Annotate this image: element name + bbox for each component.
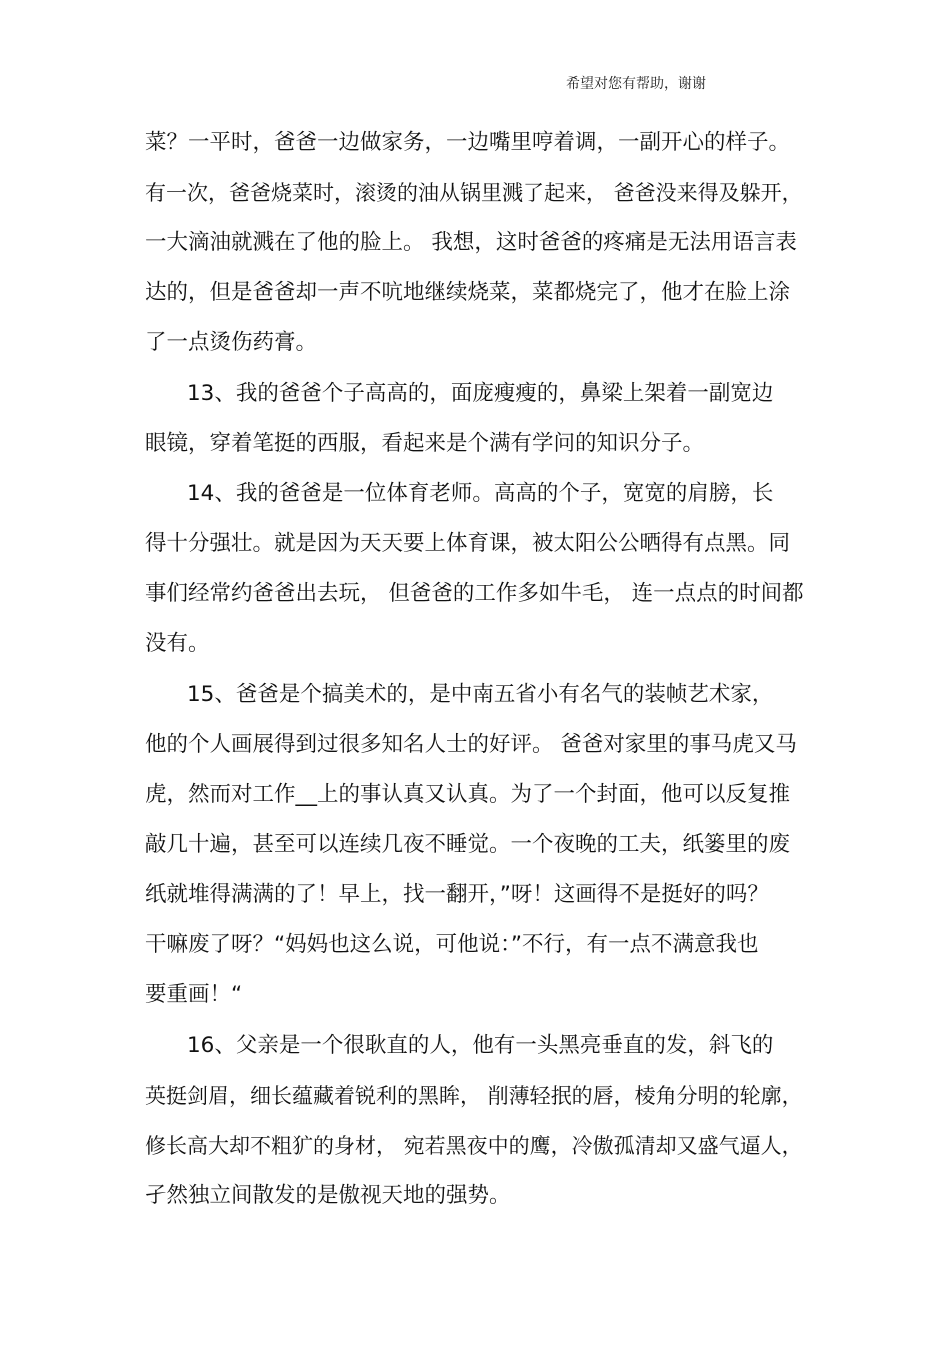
paragraph-14-line-4: 没有。	[145, 631, 210, 656]
paragraph-15-line-4: 敲几十遍，甚至可以连续几夜不睡觉。一个夜晚的工夫，纸篓里的废	[145, 832, 791, 857]
paragraph-16-line-4: 孑然独立间散发的是傲视天地的强势。	[145, 1183, 511, 1208]
text-line-4: 达的，但是爸爸却一声不吭地继续烧菜，菜都烧完了，他才在脸上涂	[145, 280, 791, 305]
paragraph-16-line-2: 英挺剑眉，细长蕴藏着锐利的黑眸， 削薄轻抿的唇，棱角分明的轮廓，	[145, 1084, 803, 1108]
paragraph-15-line-7: 要重画！“	[145, 982, 243, 1007]
paragraph-13-line-2: 眼镜，穿着笔挺的西服，看起来是个满有学问的知识分子。	[145, 431, 705, 456]
text-line-5: 了一点烫伤药膏。	[145, 330, 318, 355]
text-line-1: 菜？一平时，爸爸一边做家务，一边嘴里哼着调，一副开心的样子。	[145, 130, 791, 155]
paragraph-16-line-3: 修长高大却不粗犷的身材， 宛若黑夜中的鹰，冷傲孤清却又盛气逼人，	[145, 1134, 803, 1158]
text-line-2: 有一次，爸爸烧菜时，滚烫的油从锅里溅了起来， 爸爸没来得及躲开，	[145, 181, 803, 205]
paragraph-15-line-5: 纸就堆得满满的了！早上，找一翻开，”呀！这画得不是挺好的吗？	[145, 882, 769, 907]
paragraph-14-line-1: 14、我的爸爸是一位体育老师。高高的个子，宽宽的肩膀，长	[187, 481, 774, 506]
paragraph-15-line-2: 他的个人画展得到过很多知名人士的好评。 爸爸对家里的事马虎又马	[145, 732, 797, 757]
paragraph-13-line-1: 13、我的爸爸个子高高的，面庞瘦瘦的，鼻梁上架着一副宽边	[187, 381, 774, 406]
text-line-3: 一大滴油就溅在了他的脸上。 我想，这时爸爸的疼痛是无法用语言表	[145, 230, 797, 255]
paragraph-15-line-3: 虎，然而对工作__上的事认真又认真。为了一个封面，他可以反复推	[145, 782, 791, 807]
paragraph-15-line-1: 15、爸爸是个搞美术的，是中南五省小有名气的装帧艺术家，	[187, 682, 774, 707]
header-note: 希望对您有帮助，谢谢	[566, 76, 706, 92]
paragraph-14-line-3: 事们经常约爸爸出去玩， 但爸爸的工作多如牛毛， 连一点点的时间都	[145, 581, 804, 606]
paragraph-16-line-1: 16、父亲是一个很耿直的人，他有一头黑亮垂直的发，斜飞的	[187, 1033, 774, 1058]
paragraph-15-line-6: 干嘛废了呀？“妈妈也这么说，可他说：”不行，有一点不满意我也	[145, 932, 759, 957]
paragraph-14-line-2: 得十分强壮。就是因为天天要上体育课，被太阳公公晒得有点黑。同	[145, 531, 791, 556]
